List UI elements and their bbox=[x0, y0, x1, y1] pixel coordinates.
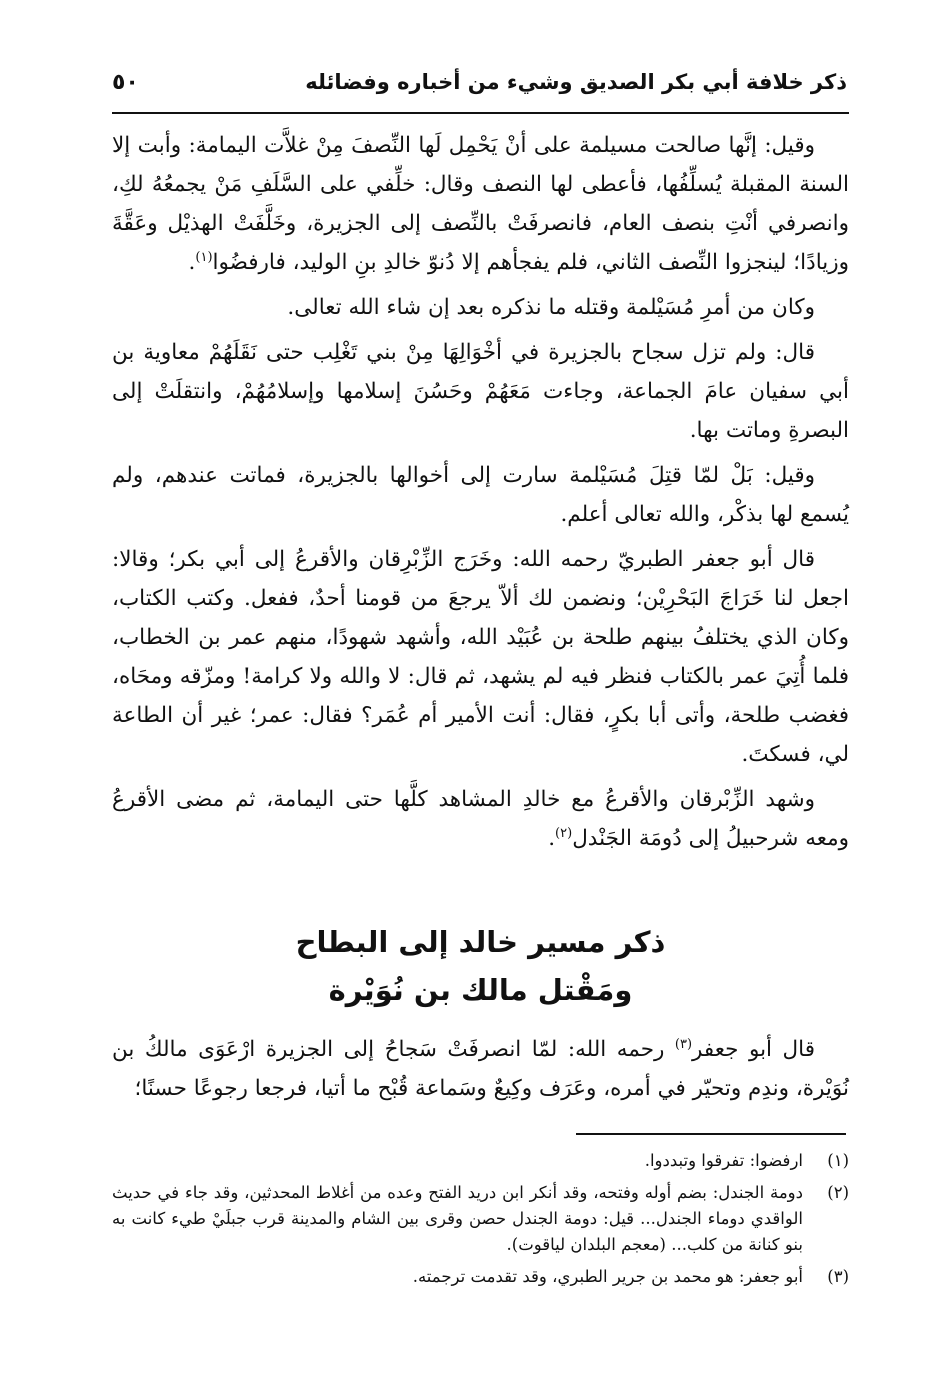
paragraph bbox=[112, 126, 849, 282]
paragraph-text: قال أبو جعفر bbox=[692, 1037, 815, 1062]
paragraph-text: وقيل: بَلْ لمّا قتِلَ مُسَيْلمة سارت إلى أخوالها بالجزيرة، فماتت عندهم، ولم يُسمع لها بذكْر، والله تعالى أعلم. bbox=[112, 463, 849, 527]
section-heading-line: ذكر مسير خالد إلى البطاح bbox=[295, 925, 666, 959]
footnote-number: (١) bbox=[827, 1151, 849, 1170]
paragraph bbox=[112, 540, 849, 774]
section-heading-line: ومَقْتل مالك بن نُوَيْرة bbox=[328, 973, 633, 1007]
paragraph bbox=[112, 288, 849, 327]
footnote bbox=[112, 1148, 849, 1174]
paragraph-text: وقيل: إنَّها صالحت مسيلمة على أنْ يَحْمِل لَها النِّصفَ مِنْ غلاَّت اليمامة: وأبت إلا السنة المقبلة يُسلِّفُها، فأعطى لها النصف وقال: خلِّفي على السَّلَفِ مَنْ يجمعُهُ لكِ، وانصرفي أنْتِ بنصف العام، فانصرفَتْ بالنِّصف إلى الجزيرة، وخَلَّفَتْ الهذيْل وعَقَّةَ وزيادًا؛ لينجزوا النِّصف الثاني، فلم يفجأهم إلا دُنوّ خالدِ بنِ الوليد، فارفضُوا bbox=[112, 133, 849, 275]
footnote-text: دومة الجندل: بضم أوله وفتحه، وقد أنكر ابن دريد الفتح وعده من أغلاط المحدثين، وقد جاء في حديث الواقدي دوماء الجندل... قيل: دومة الجندل حصن وقرى بين الشام والمدينة قرب جبلَيْ طيء كانت به بنو كنانة من كلب... (معجم البلدان لياقوت). bbox=[112, 1183, 803, 1254]
paragraph-text: قال أبو جعفر الطبريّ رحمه الله: وخَرَج الزِّبْرِقان والأقرعُ إلى أبي بكر؛ وقالا: اجعل لنا خَرَاجَ البَحْرِيْن؛ ونضمن لك ألاّ يرجعَ من قومنا أحدٌ، ففعل. وكتب الكتاب، وكان الذي يختلفُ بينهم طلحة بن عُبَيْد الله، وأشهد شهودًا، منهم عمر بن الخطاب، فلما أُتِيَ عمر بالكتاب فنظر فيه لم يشهد، ثم قال: لا والله ولا كرامة! ومزّقه ومحَاه، فغضب طلحة، وأتى أبا بكرٍ، فقال: أنت الأمير أم عُمَر؟ فقال: عمر؛ غير أن الطاعة لي، فسكتَ. bbox=[112, 547, 849, 767]
footnote-number: (٣) bbox=[827, 1267, 849, 1286]
paragraph-end: . bbox=[188, 250, 196, 275]
running-header-title: ذكر خلافة أبي بكر الصديق وشيء من أخباره وفضائله bbox=[305, 70, 847, 94]
paragraph-text: قال: ولم تزل سجاح بالجزيرة في أخْوَالِهَا مِنْ بني تَغْلِب حتى نَقَلَهُمْ معاوية بن أبي سفيان عامَ الجماعة، وجاءت مَعَهُمْ وحَسُنَ إسلامها وإسلامُهُمْ، وانتقلَتْ إلى البصرةِ وماتت بها. bbox=[112, 340, 849, 443]
page-number: ٥٠ bbox=[112, 70, 139, 95]
footnote bbox=[112, 1264, 849, 1290]
paragraph bbox=[112, 333, 849, 450]
paragraph bbox=[112, 1030, 849, 1108]
footnote-reference: (٣) bbox=[674, 1036, 693, 1052]
running-header bbox=[112, 66, 847, 106]
paragraph-end: . bbox=[548, 826, 556, 851]
section-text bbox=[112, 1030, 849, 1108]
footnotes bbox=[112, 1148, 849, 1296]
footnote-reference: (١) bbox=[195, 249, 213, 265]
paragraph-text: رحمه الله: لمّا انصرفَتْ سَجاحُ إلى الجزيرة ارْعَوَى مالكُ بن نُوَيْرة، وندِم وتحيّر في أمره، وعَرَف وكِيعٌ وسَماعة قُبْح ما أتيا، فرجعا رجوعًا حسنًا؛ bbox=[112, 1037, 849, 1101]
paragraph bbox=[112, 456, 849, 534]
paragraph-text: وشهد الزِّبْرقان والأقرعُ مع خالدِ المشاهد كلَّها حتى اليمامة، ثم مضى الأقرعُ ومعه شرحبيلُ إلى دُومَة الجَنْدل bbox=[112, 787, 849, 851]
paragraph bbox=[112, 780, 849, 858]
main-text bbox=[112, 126, 849, 864]
footnote-text: ارفضوا: تفرقوا وتبددوا. bbox=[644, 1151, 803, 1170]
section-heading bbox=[112, 918, 849, 1014]
footnote-text: أبو جعفر: هو محمد بن جرير الطبري، وقد تقدمت ترجمته. bbox=[412, 1267, 803, 1286]
paragraph-text: وكان من أمرِ مُسَيْلمة وقتله ما نذكره بعد إن شاء الله تعالى. bbox=[287, 295, 815, 320]
footnote bbox=[112, 1180, 849, 1258]
footnote-number: (٢) bbox=[827, 1183, 849, 1202]
footnote-reference: (٢) bbox=[555, 825, 573, 841]
footnote-rule bbox=[576, 1133, 846, 1135]
header-rule bbox=[112, 112, 849, 114]
